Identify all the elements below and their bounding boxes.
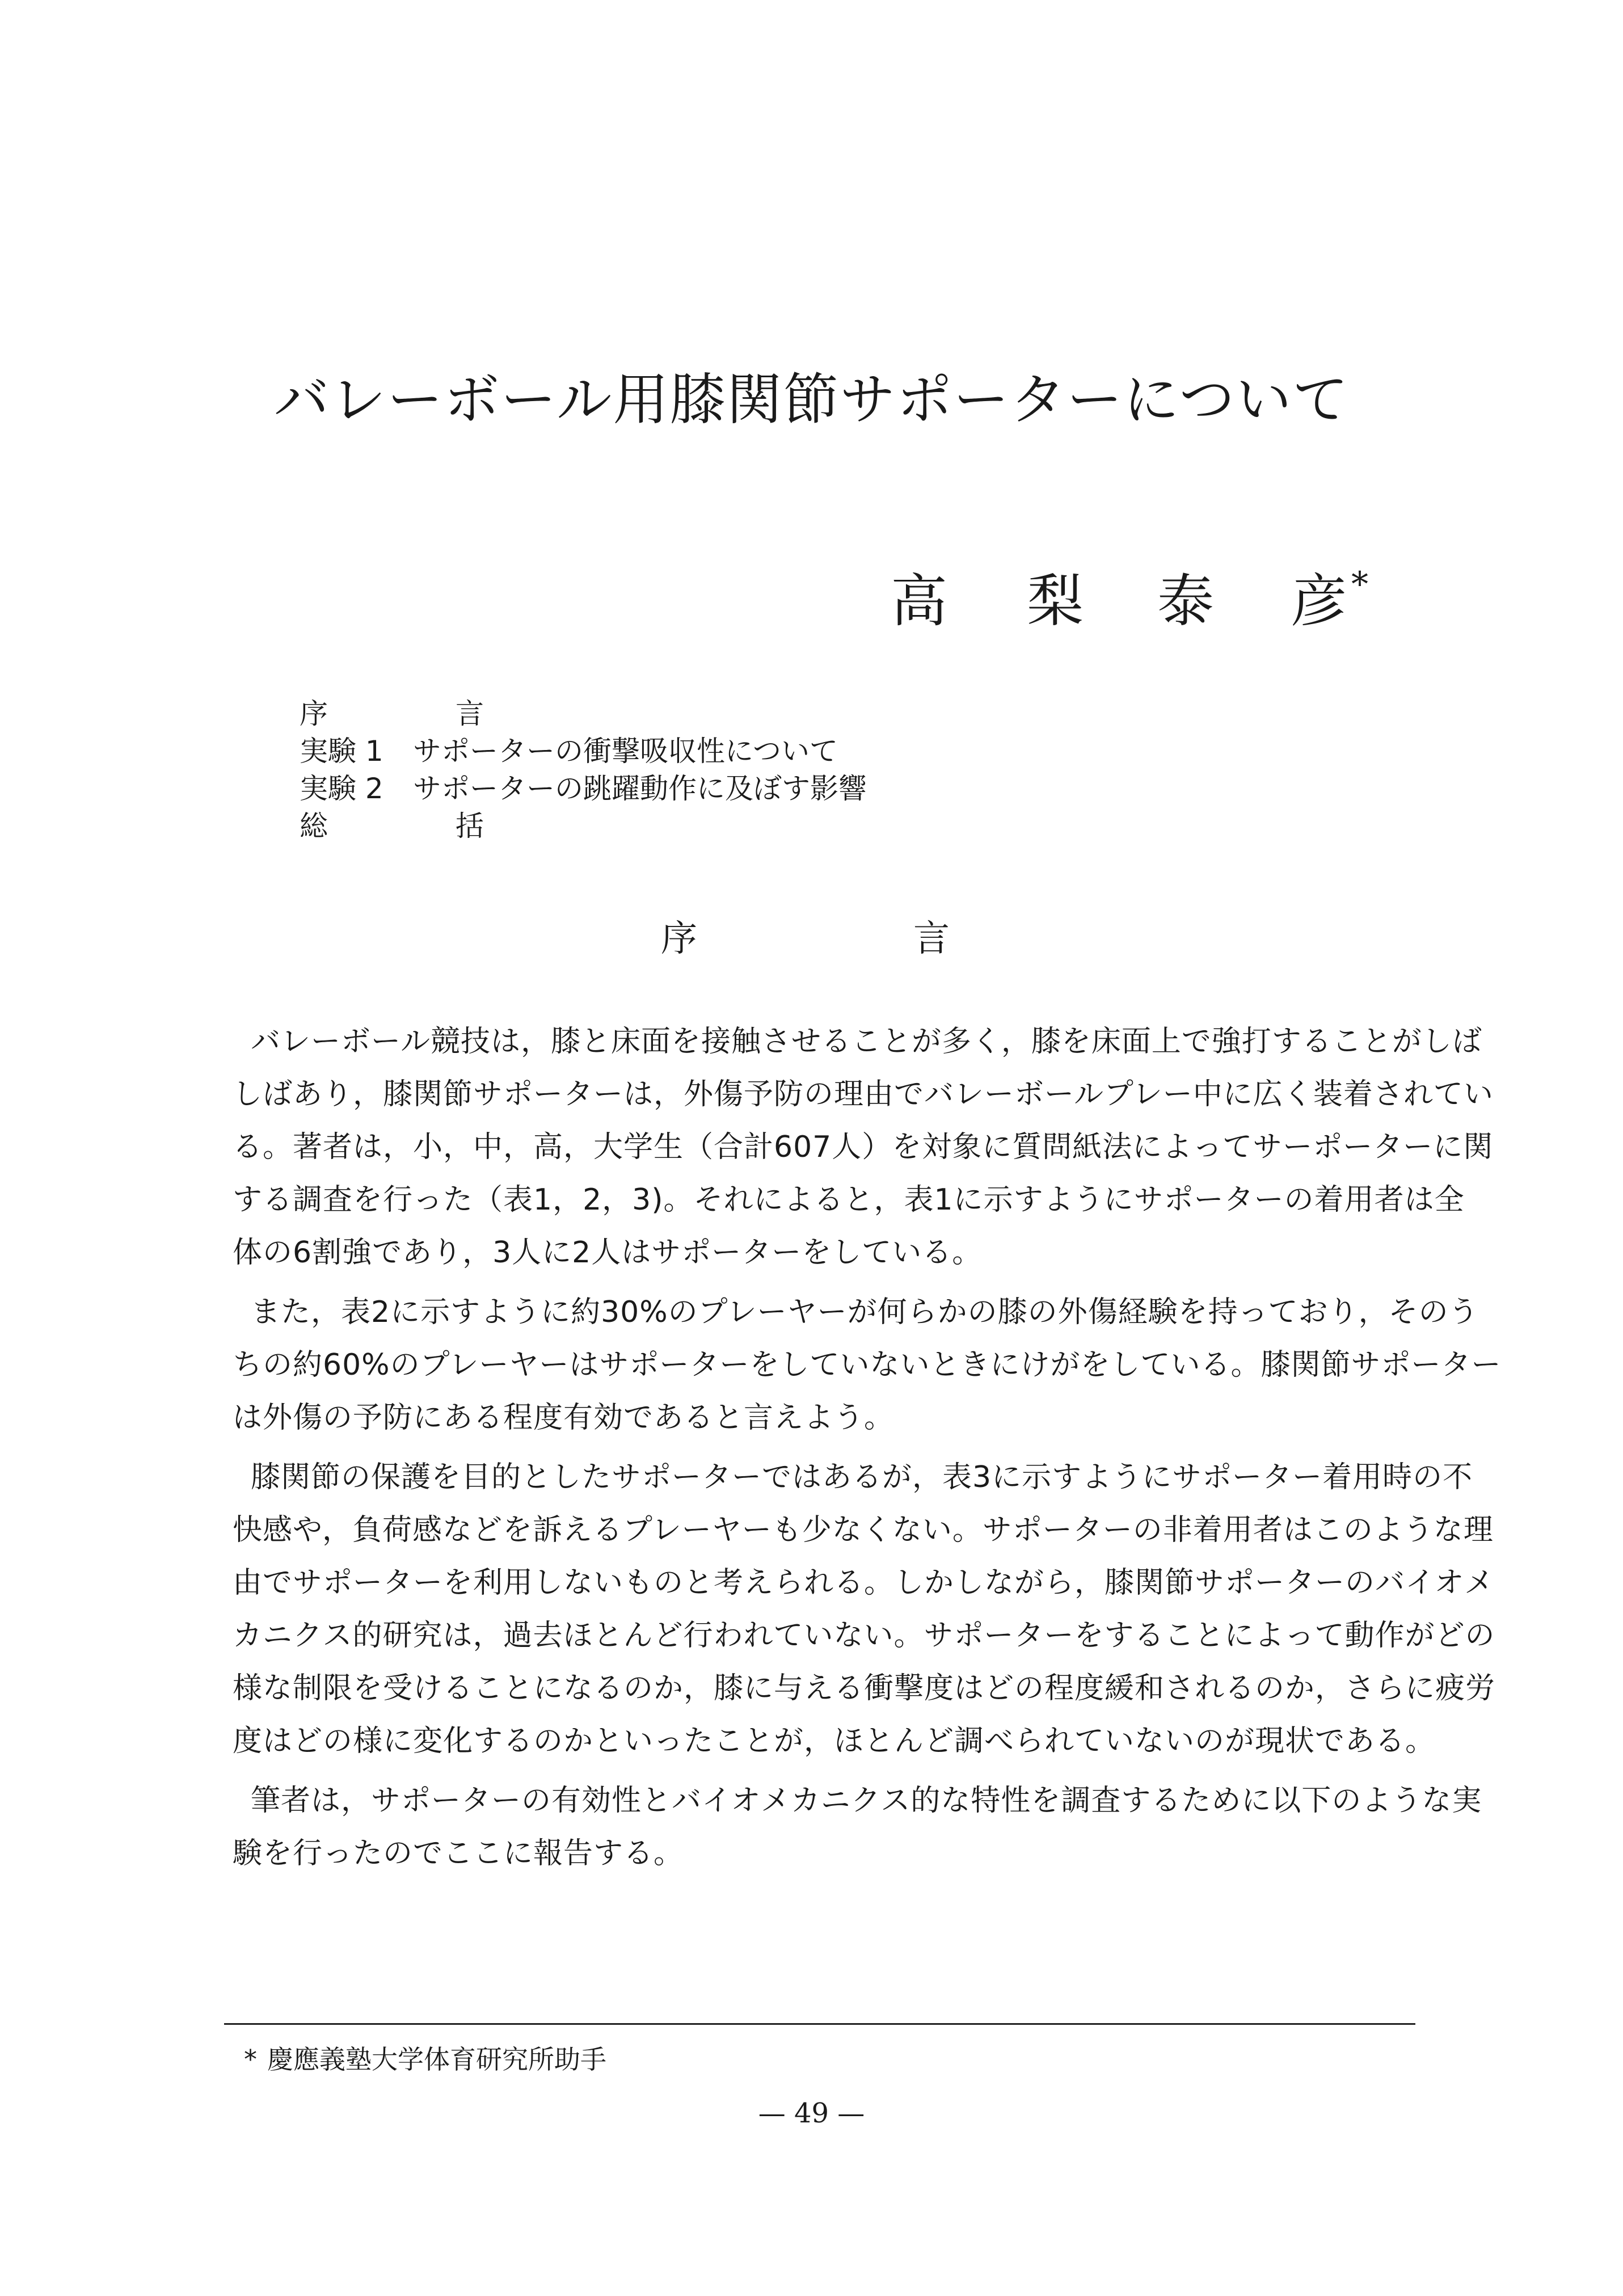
footnote-text: 慶應義塾大学体育研究所助手 xyxy=(267,2044,606,2075)
text-line: しばあり，膝関節サポーターは，外傷予防の理由でバレーボールプレー中に広く装着されてい xyxy=(233,1077,1494,1111)
text-line: は外傷の予防にある程度有効であると言えよう。 xyxy=(233,1401,895,1435)
text-line: る。著者は，小，中，高，大学生（合計607人）を対象に質問紙法によってサーポーターに関 xyxy=(233,1130,1494,1164)
toc-label: 序 xyxy=(300,697,328,730)
paragraph-3 xyxy=(233,1451,1496,1768)
article-title: バレーボール用膝関節サポーターについて xyxy=(273,368,1350,432)
footnote-mark: * xyxy=(244,2044,257,2075)
section-heading xyxy=(0,913,1623,964)
toc-label: 実験 1 xyxy=(300,735,383,768)
toc-item xyxy=(300,770,1094,807)
text-line: 筆者は，サポーターの有効性とバイオメカニクス的な特性を調査するために以下のような実 xyxy=(251,1784,1482,1818)
toc-item xyxy=(300,807,1094,845)
text-line: バレーボール競技は，膝と床面を接触させることが多く，膝を床面上で強打することがしば xyxy=(251,1025,1482,1059)
footnote xyxy=(244,2040,606,2079)
text-line: する調査を行った（表1，2，3)。それによると，表1に示すようにサポーターの着用者は全 xyxy=(233,1183,1465,1217)
toc-text: サポーターの衝撃吸収性について xyxy=(413,735,838,768)
toc-item xyxy=(300,732,1094,770)
table-of-contents xyxy=(300,695,1094,845)
text-line: 度はどの様に変化するのかといったことが，ほとんど調べられていないのが現状である。 xyxy=(233,1724,1436,1758)
paragraph-2 xyxy=(233,1286,1502,1444)
text-line: 体の6割強であり，3人に2人はサポーターをしている。 xyxy=(233,1236,983,1270)
text-line: 快感や，負荷感などを訴えるプレーヤーも少なくない。サポーターの非着用者はこのような理 xyxy=(233,1513,1494,1547)
toc-label-2: 言 xyxy=(456,697,484,730)
paragraph-4 xyxy=(233,1775,1482,1880)
toc-label: 総 xyxy=(300,810,328,842)
author-char-2: 梨 xyxy=(1027,568,1084,634)
author-name xyxy=(891,559,1401,644)
page-number: — 49 — xyxy=(758,2097,865,2129)
toc-label: 実験 2 xyxy=(300,772,383,805)
toc-label-2: 括 xyxy=(456,810,484,842)
text-line: ちの約60%のプレーヤーはサポーターをしていないときにけがをしている。膝関節サポーター xyxy=(233,1348,1502,1382)
toc-item xyxy=(300,695,1094,732)
text-line: カニクス的研究は，過去ほとんど行われていない。サポーターをすることによって動作がどの xyxy=(233,1619,1495,1653)
text-line: また，表2に示すように約30%のプレーヤーが何らかの膝の外傷経験を持っており，そのう xyxy=(251,1295,1479,1329)
author-char-3: 泰 xyxy=(1157,568,1214,634)
text-line: 由でサポーターを利用しないものと考えられる。しかしながら，膝関節サポーターのバイオメ xyxy=(233,1566,1494,1600)
text-line: 膝関節の保護を目的としたサポーターではあるが，表3に示すようにサポーター着用時の不 xyxy=(251,1460,1473,1494)
body-text xyxy=(233,1016,1502,1887)
footnote-divider xyxy=(224,2023,1415,2025)
author-char-1: 高 xyxy=(891,568,947,634)
paragraph-1 xyxy=(233,1016,1494,1279)
text-line: 験を行ったのでここに報告する。 xyxy=(233,1836,684,1870)
section-heading-char-2: 言 xyxy=(913,918,950,960)
toc-text: サポーターの跳躍動作に及ぼす影響 xyxy=(413,772,867,805)
author-char-4: 彦 xyxy=(1291,568,1347,634)
author-footnote-mark: * xyxy=(1351,564,1368,604)
section-heading-char-1: 序 xyxy=(661,918,697,960)
text-line: 様な制限を受けることになるのか，膝に与える衝撃度はどの程度緩和されるのか，さらに疲労 xyxy=(233,1671,1496,1705)
